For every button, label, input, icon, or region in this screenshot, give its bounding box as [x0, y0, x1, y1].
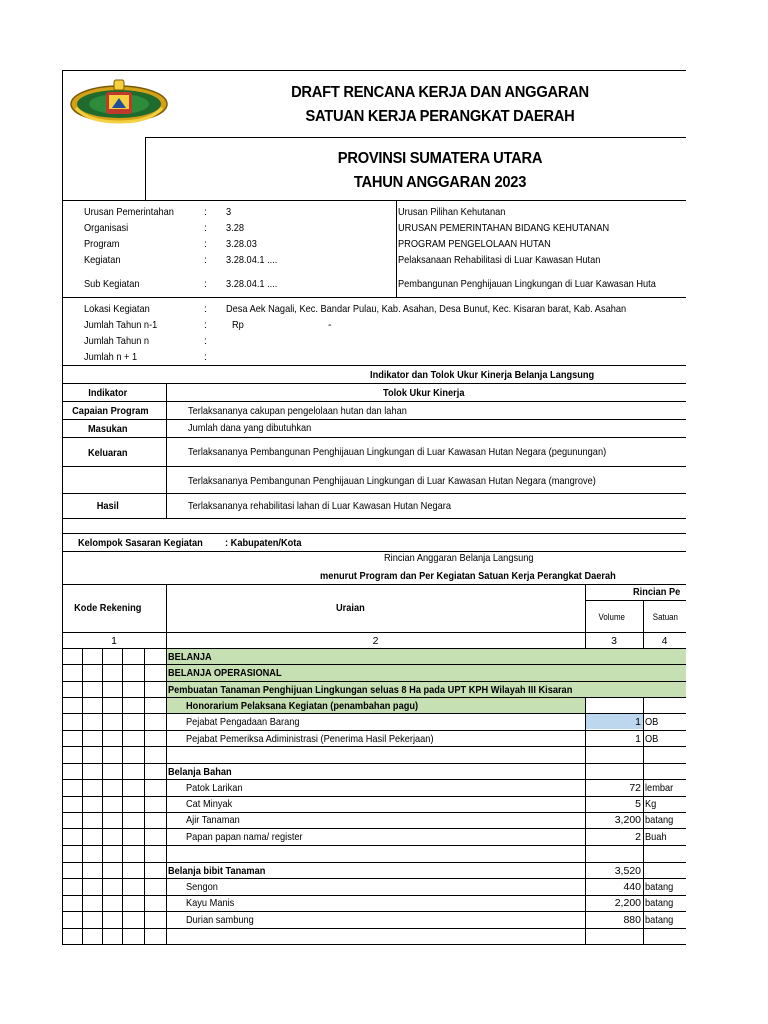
col-uraian-header: Uraian	[335, 602, 365, 614]
indikator-line	[62, 493, 686, 494]
rincian-line	[62, 584, 686, 585]
header-vdivider	[145, 137, 146, 200]
item-row-line	[62, 697, 686, 698]
indikator-line	[62, 419, 686, 420]
indikator-text: Terlaksananya Pembangunan Penghijauan Lingkungan di Luar Kawasan Hutan Negara (pegunungan)	[188, 446, 607, 458]
rincian-pe-header: Rincian Pe	[633, 586, 681, 598]
indikator-line	[62, 437, 686, 438]
indikator-text: Terlaksananya Pembangunan Penghijauan Lingkungan di Luar Kawasan Hutan Negara (mangrove)	[188, 475, 596, 487]
item-uraian: BELANJA	[168, 651, 212, 663]
item-volume: 72	[629, 782, 641, 794]
item-uraian: Patok Larikan	[186, 782, 243, 794]
info-desc: PROGRAM PENGELOLAAN HUTAN	[398, 238, 551, 250]
item-volume: 2,200	[614, 897, 641, 909]
info-sep: :	[204, 206, 207, 218]
info-code: 3.28	[226, 222, 244, 234]
sasaran-label: Kelompok Sasaran Kegiatan	[78, 537, 203, 549]
lokasi-label: Lokasi Kegiatan	[84, 303, 150, 315]
item-uraian: BELANJA OPERASIONAL	[168, 667, 282, 679]
item-volume: 880	[623, 914, 641, 926]
frame-top	[62, 70, 686, 71]
item-uraian: Pejabat Pemeriksa Adiministrasi (Penerima Hasil Pekerjaan)	[186, 733, 434, 745]
info-sep: :	[204, 238, 207, 250]
item-row-line	[62, 746, 686, 747]
item-volume: 3,200	[614, 814, 641, 826]
indikator-vdivider	[166, 383, 167, 518]
info-sep: :	[204, 278, 207, 290]
item-uraian: Ajir Tanaman	[186, 814, 240, 826]
rincian-title2: menurut Program dan Per Kegiatan Satuan Kerja Perangkat Daerah	[320, 570, 616, 582]
info-code: 3.28.03	[226, 238, 257, 250]
item-satuan: batang	[645, 897, 674, 909]
item-satuan: OB	[645, 716, 659, 728]
info-desc: Pelaksanaan Rehabilitasi di Luar Kawasan Hutan	[398, 254, 601, 266]
jumlah-bottom-line	[62, 365, 686, 366]
item-uraian: Cat Minyak	[186, 798, 233, 810]
col-number: 1	[111, 635, 117, 647]
item-uraian: Sengon	[186, 881, 218, 893]
jumlah-label: Jumlah Tahun n-1	[84, 319, 158, 331]
item-row-line	[62, 763, 686, 764]
item-volume: 3,520	[614, 865, 641, 877]
indikator-text: Jumlah dana yang dibutuhkan	[188, 422, 312, 434]
lokasi-value: Desa Aek Nagali, Kec. Bandar Pulau, Kab. Asahan, Desa Bunut, Kec. Kisaran barat, Kab. Asahan	[226, 303, 627, 315]
info-bottom-line	[62, 297, 686, 298]
sasaran-line	[62, 551, 686, 552]
year-title: TAHUN ANGGARAN 2023	[353, 174, 527, 191]
item-volume: 2	[635, 831, 641, 843]
indikator-line	[62, 383, 686, 384]
col-number: 3	[611, 635, 617, 647]
item-uraian: Belanja Bahan	[168, 766, 232, 778]
info-desc: URUSAN PEMERINTAHAN BIDANG KEHUTANAN	[398, 222, 610, 234]
item-row-line	[62, 664, 686, 665]
indikator-line	[62, 401, 686, 402]
rincian-title1: Rincian Anggaran Belanja Langsung	[384, 552, 534, 564]
info-vdivider	[396, 200, 397, 297]
item-uraian: Honorarium Pelaksana Kegiatan (penambahan pagu)	[186, 700, 419, 712]
item-row-line	[62, 828, 686, 829]
jumlah-label: Jumlah n + 1	[84, 351, 138, 363]
item-row-line	[62, 796, 686, 797]
emblem-logo	[68, 78, 170, 128]
item-volume: 1	[635, 733, 641, 745]
item-satuan: batang	[645, 814, 674, 826]
doc-title-line1: DRAFT RENCANA KERJA DAN ANGGARAN	[291, 84, 589, 101]
indikator-line	[62, 533, 686, 534]
lokasi-sep: :	[204, 303, 207, 315]
indikator-line	[62, 518, 686, 519]
info-label: Urusan Pemerintahan	[84, 206, 174, 218]
item-uraian: Belanja bibit Tanaman	[168, 865, 266, 877]
col-indikator-header: Indikator	[88, 387, 128, 399]
jumlah-label: Jumlah Tahun n	[84, 335, 150, 347]
item-volume: 440	[623, 881, 641, 893]
item-row-line	[62, 911, 686, 912]
col-tolok-header: Tolok Ukur Kinerja	[383, 387, 465, 399]
item-uraian: Durian sambung	[186, 914, 254, 926]
item-row-line	[62, 862, 686, 863]
jumlah-amount: -	[328, 319, 332, 331]
item-satuan: Buah	[645, 831, 667, 843]
indikator-label: Capaian Program	[72, 405, 149, 417]
info-code: 3.28.04.1 ....	[226, 254, 278, 266]
item-row-line	[62, 928, 686, 929]
item-uraian: Papan papan nama/ register	[186, 831, 303, 843]
info-code: 3.28.04.1 ....	[226, 278, 278, 290]
item-uraian: Pembuatan Tanaman Penghijuan Lingkungan seluas 8 Ha pada UPT KPH Wilayah III Kisaran	[168, 684, 573, 696]
item-row-line	[62, 878, 686, 879]
info-code: 3	[226, 206, 232, 218]
sasaran-value: : Kabupaten/Kota	[225, 537, 302, 549]
col-number: 2	[372, 635, 379, 647]
info-label: Kegiatan	[84, 254, 121, 266]
indikator-label: Hasil	[96, 500, 119, 512]
info-sep: :	[204, 222, 207, 234]
info-label: Organisasi	[84, 222, 129, 234]
item-row-line	[62, 730, 686, 731]
header-bottom-line	[62, 200, 686, 201]
item-volume: 1	[635, 716, 641, 728]
item-satuan: lembar	[645, 782, 674, 794]
item-row-line	[62, 845, 686, 846]
item-row-line	[62, 895, 686, 896]
item-uraian: Kayu Manis	[186, 897, 235, 909]
indikator-label: Masukan	[87, 423, 128, 435]
col-kode-header: Kode Rekening	[74, 602, 142, 614]
info-desc: Pembangunan Penghijauan Lingkungan di Luar Kawasan Huta	[398, 278, 656, 290]
col-number: 4	[661, 635, 668, 647]
indikator-text: Terlaksananya cakupan pengelolaan hutan dan lahan	[188, 405, 407, 417]
col-satuan-header: Satuan	[652, 612, 678, 622]
info-label: Program	[84, 238, 120, 250]
item-satuan: Kg	[645, 798, 657, 810]
province-title: PROVINSI SUMATERA UTARA	[337, 150, 543, 167]
info-label: Sub Kegiatan	[84, 278, 140, 290]
item-row-line	[62, 713, 686, 714]
item-row-line	[62, 779, 686, 780]
jumlah-sep: :	[204, 335, 207, 347]
item-row-line	[62, 812, 686, 813]
item-row-line	[62, 681, 686, 682]
doc-title-line2: SATUAN KERJA PERANGKAT DAERAH	[305, 108, 575, 125]
rincian-line	[62, 632, 686, 633]
jumlah-sep: :	[204, 351, 207, 363]
item-satuan: batang	[645, 881, 674, 893]
indikator-text: Terlaksananya rehabilitasi lahan di Luar Kawasan Hutan Negara	[188, 500, 451, 512]
item-row-line	[62, 944, 686, 945]
indikator-line	[62, 466, 686, 467]
indikator-section-title: Indikator dan Tolok Ukur Kinerja Belanja Langsung	[370, 369, 595, 381]
jumlah-currency: Rp	[232, 319, 244, 331]
rincian-line	[585, 600, 686, 601]
item-volume: 5	[635, 798, 641, 810]
info-sep: :	[204, 254, 207, 266]
jumlah-sep: :	[204, 319, 207, 331]
item-uraian: Pejabat Pengadaan Barang	[186, 716, 300, 728]
title-divider	[145, 137, 686, 138]
info-desc: Urusan Pilihan Kehutanan	[398, 206, 506, 218]
col-volume-header: Volume	[598, 612, 625, 622]
indikator-label: Keluaran	[87, 447, 128, 459]
item-satuan: OB	[645, 733, 659, 745]
item-satuan: batang	[645, 914, 674, 926]
